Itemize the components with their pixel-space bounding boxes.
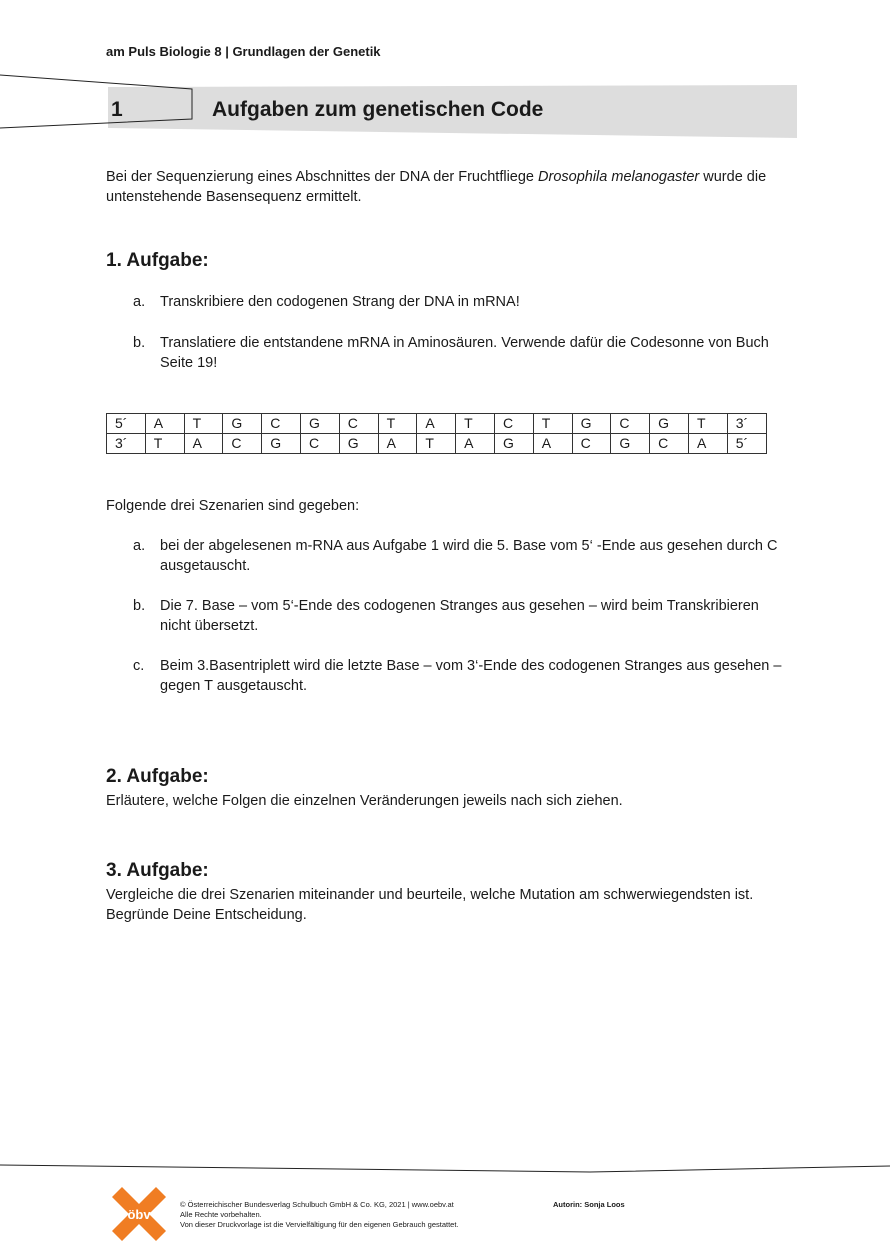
sequence-cell: G [262, 434, 301, 454]
sequence-cell: C [339, 414, 378, 434]
task2-heading: 2. Aufgabe: [106, 766, 209, 787]
list-letter: a. [133, 538, 146, 554]
sequence-cell: C [262, 414, 301, 434]
task1-heading: 1. Aufgabe: [106, 250, 209, 271]
list-letter: c. [133, 658, 145, 674]
rights-line: Alle Rechte vorbehalten. [180, 1210, 262, 1219]
sequence-cell: C [572, 434, 611, 454]
series-header: am Puls Biologie 8 | Grundlagen der Genetik [106, 44, 381, 59]
sequence-cell: A [417, 414, 456, 434]
sequence-cell: 5´ [727, 434, 766, 454]
sequence-cell: G [611, 434, 650, 454]
copyright-line: © Österreichischer Bundesverlag Schulbuch GmbH & Co. KG, 2021 | www.oebv.at [180, 1200, 454, 1209]
sequence-cell: T [145, 434, 184, 454]
list-text: bei der abgelesenen m-RNA aus Aufgabe 1 wird die 5. Base vom 5‘ -Ende aus gesehen durch C ausgetauscht. [160, 538, 778, 574]
sequence-cell: T [184, 414, 223, 434]
sequence-cell: A [688, 434, 727, 454]
sequence-row [107, 434, 767, 454]
sequence-cell: 3´ [107, 434, 146, 454]
sequence-cell: G [650, 414, 689, 434]
intro-paragraph [106, 167, 786, 207]
scenarios-intro: Folgende drei Szenarien sind gegeben: [106, 498, 360, 514]
list-letter: a. [133, 294, 146, 310]
sequence-cell: G [339, 434, 378, 454]
sequence-cell: C [494, 414, 533, 434]
list-letter: b. [133, 335, 146, 351]
sequence-cell: 5´ [107, 414, 146, 434]
sequence-cell: G [223, 414, 262, 434]
sequence-cell: A [533, 434, 572, 454]
list-item [0, 333, 890, 373]
intro-text-after: wurde die untenstehende Basensequenz ermittelt. [106, 169, 767, 205]
sequence-cell: G [300, 414, 339, 434]
list-text: Transkribiere den codogenen Strang der DNA in mRNA! [160, 294, 520, 310]
sequence-cell: C [223, 434, 262, 454]
sequence-cell: G [572, 414, 611, 434]
sequence-cell: A [184, 434, 223, 454]
sequence-cell: C [650, 434, 689, 454]
page-title: Aufgaben zum genetischen Code [212, 98, 544, 121]
oebv-logo [108, 1183, 170, 1245]
sequence-cell: T [378, 414, 417, 434]
sequence-cell: A [378, 434, 417, 454]
sequence-row [107, 414, 767, 434]
dna-sequence-table [106, 413, 767, 454]
list-item [0, 536, 890, 576]
footer-rule [0, 1160, 890, 1180]
logo-text: öbv [127, 1207, 151, 1222]
sequence-cell: T [533, 414, 572, 434]
sequence-cell: 3´ [727, 414, 766, 434]
sequence-cell: C [611, 414, 650, 434]
task3-text: Vergleiche die drei Szenarien miteinander und beurteile, welche Mutation am schwerwiegendsten ist. Begründe Deine Entscheidung. [106, 887, 754, 923]
list-item [0, 656, 890, 696]
sequence-cell: T [417, 434, 456, 454]
list-text: Die 7. Base – vom 5‘-Ende des codogenen Stranges aus gesehen – wird beim Transkribieren nicht übersetzt. [160, 598, 759, 634]
list-text: Beim 3.Basentriplett wird die letzte Base – vom 3‘-Ende des codogenen Stranges aus gesehen – gegen T ausgetauscht. [160, 658, 782, 694]
task2-text: Erläutere, welche Folgen die einzelnen Veränderungen jeweils nach sich ziehen. [106, 793, 623, 809]
copyright-block [180, 1200, 459, 1230]
species-name: Drosophila melanogaster [538, 169, 700, 185]
task3-heading: 3. Aufgabe: [106, 860, 209, 881]
banner-number: 1 [111, 98, 123, 121]
reproduction-line: Von dieser Druckvorlage ist die Vervielfältigung für den eigenen Gebrauch gestattet. [180, 1220, 459, 1229]
author-credit: Autorin: Sonja Loos [553, 1200, 625, 1209]
intro-text-before: Bei der Sequenzierung eines Abschnittes der DNA der Fruchtfliege [106, 169, 539, 185]
sequence-cell: T [688, 414, 727, 434]
sequence-cell: T [456, 414, 495, 434]
list-item [0, 292, 890, 312]
sequence-cell: C [300, 434, 339, 454]
list-letter: b. [133, 598, 146, 614]
list-item [0, 596, 890, 636]
sequence-cell: G [494, 434, 533, 454]
list-text: Translatiere die entstandene mRNA in Aminosäuren. Verwende dafür die Codesonne von Buch Seite 19! [160, 335, 769, 371]
sequence-cell: A [145, 414, 184, 434]
sequence-cell: A [456, 434, 495, 454]
